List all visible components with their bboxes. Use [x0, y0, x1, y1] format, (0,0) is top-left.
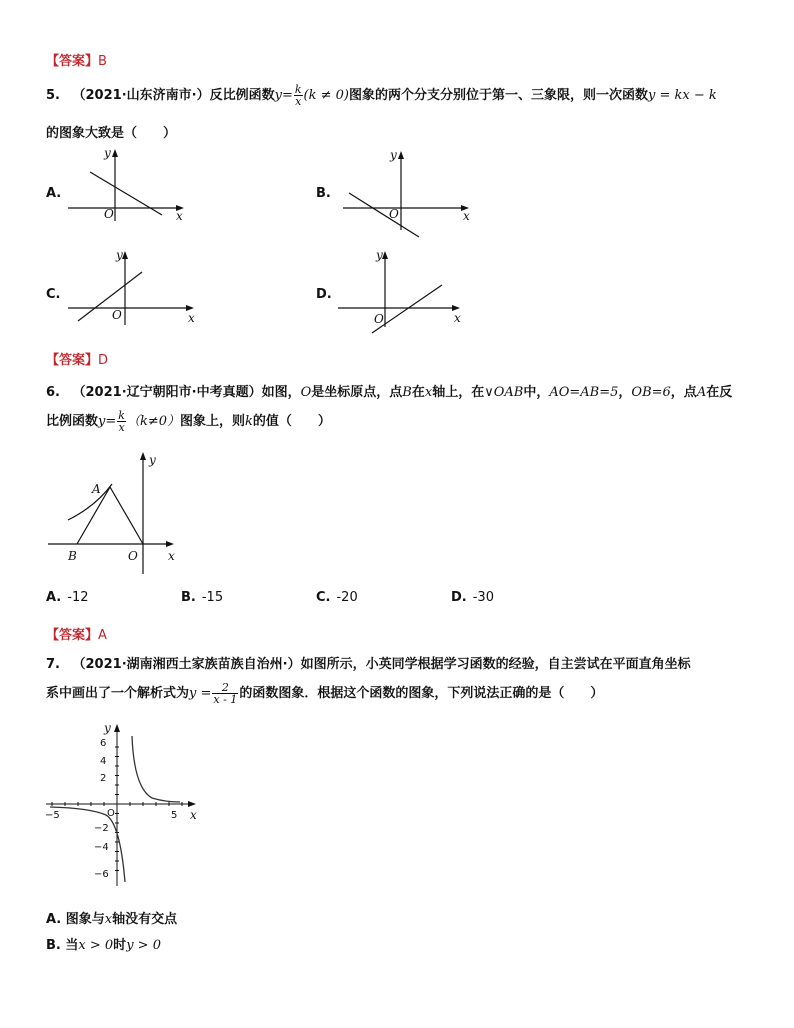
x-arrow: [188, 801, 196, 807]
y-label: y: [149, 453, 156, 467]
stem-text: 的图象大致是（ ）: [46, 126, 177, 141]
answer-label: 【答案】: [46, 628, 99, 643]
stem-text: 图象上，则: [179, 414, 245, 429]
y-tick-label: 2: [100, 773, 107, 784]
segment-ao: [110, 487, 143, 544]
y-label: y: [390, 148, 397, 162]
x-label: x: [454, 311, 461, 325]
func-var: y=: [98, 414, 117, 429]
answer-label: 【答案】: [46, 353, 99, 368]
origin-label: O: [128, 549, 138, 563]
question-6-line-1: [46, 381, 732, 400]
option-a[interactable]: [46, 590, 88, 605]
var-a: A: [696, 385, 707, 400]
answer-q5: [46, 349, 108, 368]
stem-text: 在: [411, 385, 425, 400]
answer-value: D: [98, 353, 109, 368]
option-letter: B.: [181, 590, 196, 605]
x-label: x: [190, 808, 197, 822]
stem-text: 反比例函数: [209, 88, 275, 103]
y-label: y: [116, 248, 123, 262]
linear-function: y = kx − k: [648, 88, 717, 103]
y-arrow: [398, 151, 404, 159]
frac-num: k: [118, 409, 125, 422]
option-c[interactable]: [46, 287, 60, 302]
question-5-line-2: [46, 122, 176, 141]
frac-den: x: [295, 95, 302, 108]
var-o: O: [300, 385, 312, 400]
answer-value: B: [98, 54, 107, 69]
option-text: 时: [113, 938, 127, 953]
origin-label: O: [104, 207, 114, 221]
func-condition: （k≠0）: [126, 414, 180, 429]
y-label: y: [104, 146, 111, 160]
point-a-label: A: [92, 482, 101, 496]
y-tick-label: 6: [100, 738, 107, 749]
option-expr: y > 0: [126, 938, 161, 953]
option-letter: D.: [451, 590, 467, 605]
stem-text: 图象的两个分支分别位于第一、三象限，则一次函数: [348, 88, 648, 103]
condition-1: AO=AB=5: [549, 385, 619, 400]
fraction-k-over-x: [117, 410, 126, 433]
stem-text: 是坐标原点，点: [311, 385, 403, 400]
option-expr: x > 0: [78, 938, 114, 953]
question-number: 7.: [46, 657, 60, 672]
func-var: y =: [189, 686, 212, 701]
option-letter: C.: [316, 590, 331, 605]
stem-text: 轴上，在: [432, 385, 485, 400]
question-5-line-1: [46, 84, 717, 107]
line-graph: [349, 193, 419, 237]
stem-text: 如图，: [261, 385, 301, 400]
fraction-2-over-x-minus-1: [212, 682, 238, 705]
stem-text: 的值（ ）: [252, 414, 331, 429]
y-arrow: [140, 452, 146, 460]
question-7-line-1: [46, 653, 691, 672]
y-label: y: [104, 721, 111, 735]
stem-text: 如图所示，小英同学根据学习函数的经验，自主尝试在平面直角坐标: [300, 657, 691, 672]
option-letter: A.: [46, 912, 62, 927]
option-b[interactable]: [181, 590, 223, 605]
origin-label: O: [374, 312, 384, 326]
origin-label: O: [107, 808, 115, 819]
option-d[interactable]: [451, 590, 494, 605]
question-number: 6.: [46, 385, 60, 400]
y-arrow: [112, 149, 118, 157]
option-b[interactable]: [46, 934, 161, 953]
question-number: 5.: [46, 88, 60, 103]
option-letter: C.: [46, 287, 61, 302]
question-source: （2021·湖南湘西土家族苗族自治州·）: [72, 657, 301, 672]
option-value: -15: [201, 590, 224, 605]
x-tick-label: −5: [45, 810, 60, 821]
option-value: -12: [67, 590, 89, 605]
y-tick-label: −6: [94, 869, 109, 880]
stem-text: ，: [618, 385, 632, 400]
var-k: k: [245, 414, 253, 429]
option-a[interactable]: [46, 908, 177, 927]
x-label: x: [176, 209, 183, 223]
option-text: 轴没有交点: [112, 912, 178, 927]
option-letter: A.: [46, 186, 62, 201]
origin-label: O: [112, 308, 122, 322]
curve-right-branch: [132, 736, 180, 802]
option-letter: B.: [316, 186, 331, 201]
question-6-line-2: [46, 410, 331, 433]
option-var: x: [104, 912, 113, 927]
y-tick-label: 4: [100, 756, 107, 767]
answer-value: A: [98, 628, 107, 643]
hyperbola-branch: [68, 484, 112, 520]
fraction-k-over-x: [294, 84, 303, 107]
x-arrow: [166, 541, 174, 547]
option-text: 图象与: [65, 912, 105, 927]
frac-den: x - 1: [213, 693, 238, 706]
y-label: y: [376, 248, 383, 262]
y-arrow: [122, 251, 128, 259]
graph-option-a: [60, 145, 200, 225]
q7-function-graph: [40, 718, 210, 890]
question-source: （2021·山东济南市·）: [72, 88, 210, 103]
x-label: x: [168, 549, 175, 563]
q6-figure: [44, 448, 194, 578]
answer-label: 【答案】: [46, 54, 99, 69]
x-tick-label: 5: [171, 810, 178, 821]
origin-label: O: [389, 207, 399, 221]
stem-text: 系中画出了一个解析式为: [46, 686, 190, 701]
option-letter: D.: [316, 287, 332, 302]
func-var: y: [274, 88, 282, 103]
graph-option-d: [330, 245, 480, 340]
x-label: x: [463, 209, 470, 223]
condition-2: OB=6: [631, 385, 671, 400]
triangle: ∨OAB: [484, 385, 524, 400]
line-graph: [78, 272, 142, 321]
option-letter: B.: [46, 938, 61, 953]
y-arrow: [382, 251, 388, 259]
y-tick-label: −2: [94, 823, 109, 834]
stem-text: 比例函数: [46, 414, 99, 429]
graph-option-b: [335, 145, 485, 245]
option-text: 当: [65, 938, 79, 953]
stem-text: 的函数图象．根据这个函数的图象，下列说法正确的是（ ）: [239, 686, 604, 701]
option-letter: A.: [46, 590, 62, 605]
answer-q6: [46, 624, 107, 643]
stem-text: 在反: [706, 385, 733, 400]
frac-num: 2: [212, 682, 238, 694]
option-c[interactable]: [316, 590, 358, 605]
frac-den: x: [118, 421, 125, 434]
func-condition: (k ≠ 0): [303, 88, 349, 103]
y-tick-label: −4: [94, 842, 109, 853]
var-x: x: [424, 385, 433, 400]
point-b-label: B: [68, 549, 77, 563]
func-eq: =: [281, 88, 293, 103]
graph-option-c: [60, 245, 210, 330]
question-source: （2021·辽宁朝阳市·中考真题）: [72, 385, 262, 400]
option-b[interactable]: [316, 186, 331, 201]
option-value: -20: [336, 590, 358, 605]
stem-text: 中，: [523, 385, 550, 400]
option-value: -30: [472, 590, 494, 605]
option-a[interactable]: [46, 186, 61, 201]
answer-q4: [46, 50, 107, 69]
question-7-line-2: [46, 682, 603, 705]
var-b: B: [402, 385, 412, 400]
frac-num: k: [294, 83, 302, 96]
y-arrow: [114, 724, 120, 732]
stem-text: ，点: [670, 385, 697, 400]
x-label: x: [188, 311, 195, 325]
